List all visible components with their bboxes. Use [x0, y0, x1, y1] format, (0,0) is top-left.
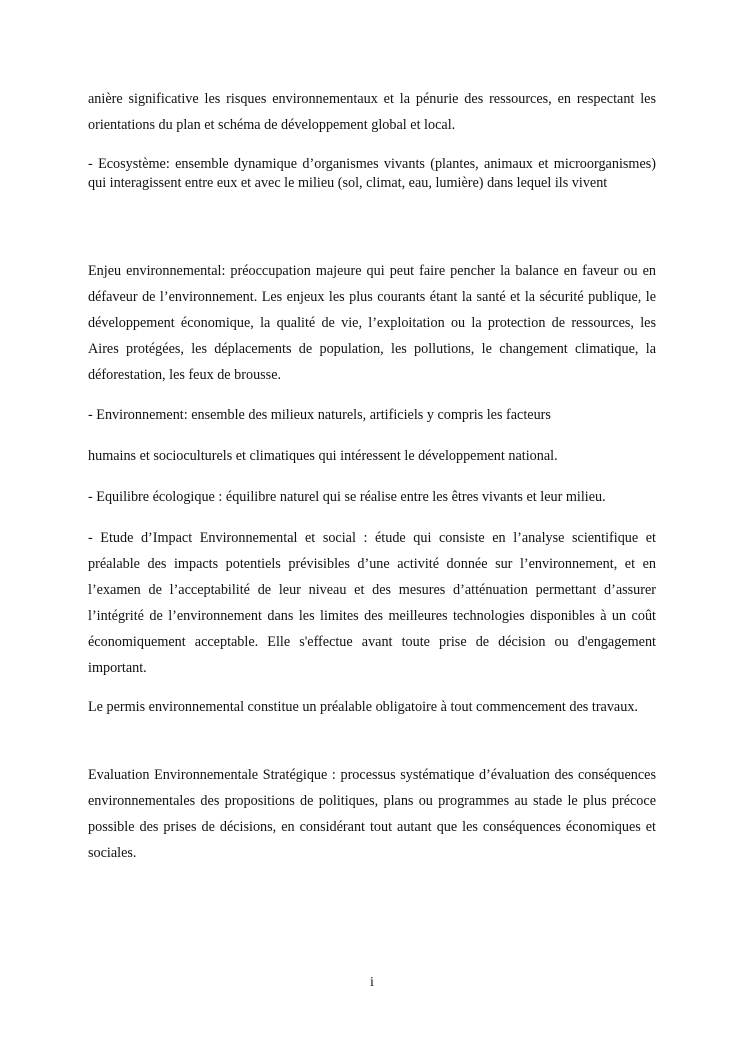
paragraph-evaluation-strategique: Evaluation Environnementale Stratégique : processus systématique d’évaluation des conséquences environnementales des propositions de politiques, plans ou programmes au stade le plus précoce possible des prises de décisions, en considérant tout autant que les conséquences économiques et sociales. — [88, 767, 656, 861]
paragraph-etude-impact: - Etude d’Impact Environnemental et social : étude qui consiste en l’analyse scientifique et préalable des impacts potentiels prévisibles d’une activité donnée sur l’environnement, et en l’examen de l’acceptabilité de leur niveau et des mesures d’atténuation permettant d’assurer l’intégrité de l’environnement dans les limites des meilleures technologies disponibles à un coût économiquement acceptable. Elle s'effectue avant toute prise de décision ou d'engagement important. — [88, 530, 656, 676]
paragraph-enjeu-environnemental: Enjeu environnemental: préoccupation majeure qui peut faire pencher la balance en faveur ou en défaveur de l’environnement. Les enjeux les plus courants étant la santé et la sécurité publique, le développement économique, la qualité de vie, l’exploitation ou la protection de ressources, les Aires protégées, les déplacements de population, les pollutions, le changement climatique, la déforestation, les feux de brousse. — [88, 263, 656, 383]
paragraph-continuation: anière significative les risques environnementaux et la pénurie des ressources, en respectant les orientations du plan et schéma de développement global et local. — [88, 91, 656, 133]
paragraph-permis-environnemental: Le permis environnemental constitue un préalable obligatoire à tout commencement des travaux. — [88, 699, 638, 715]
paragraph-environnement: - Environnement: ensemble des milieux naturels, artificiels y compris les facteurs — [88, 407, 551, 423]
page-number: i — [370, 975, 374, 990]
paragraph-ecosysteme: - Ecosystème: ensemble dynamique d’organismes vivants (plantes, animaux et microorganismes) qui interagissent entre eux et avec le milieu (sol, climat, eau, lumière) dans lequel ils vivent — [88, 156, 656, 191]
paragraph-environnement-cont: humains et socioculturels et climatiques qui intéressent le développement national. — [88, 448, 558, 464]
paragraph-equilibre-ecologique: - Equilibre écologique : équilibre naturel qui se réalise entre les êtres vivants et leur milieu. — [88, 489, 606, 505]
